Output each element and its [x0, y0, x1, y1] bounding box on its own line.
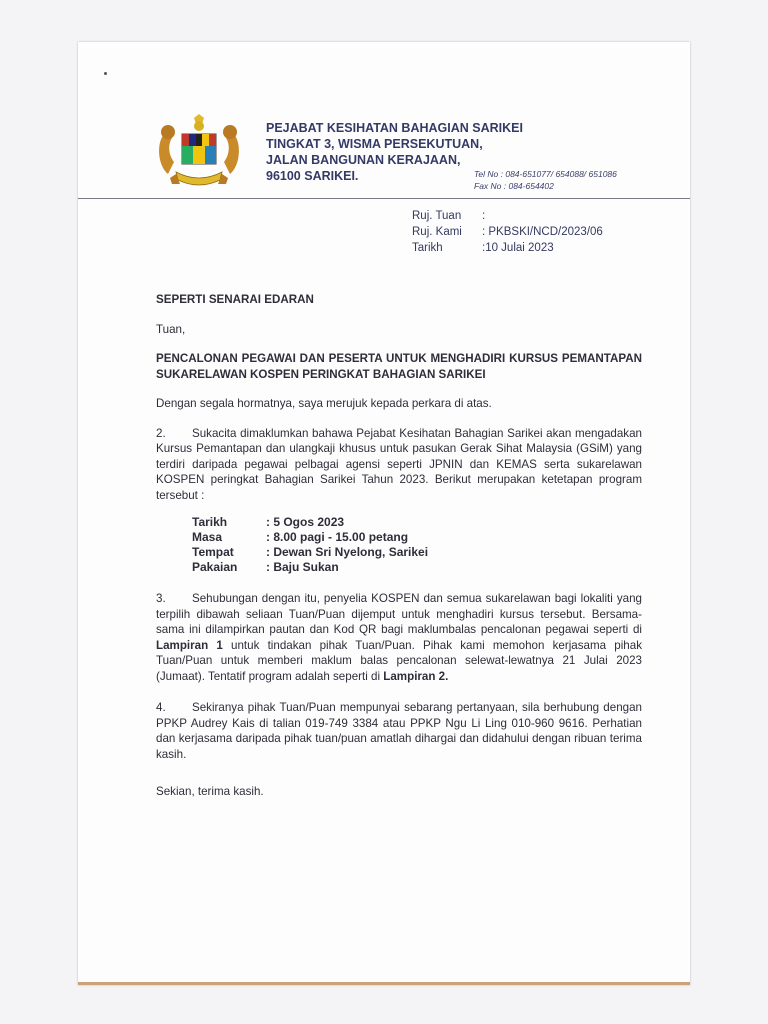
program-label: Tempat: [192, 545, 234, 559]
subject-heading: PENCALONAN PEGAWAI DAN PESERTA UNTUK MENGHADIRI KURSUS PEMANTAPAN SUKARELAWAN KOSPEN PERINGKAT BAHAGIAN SARIKEI: [156, 352, 642, 381]
program-value: : 5 Ogos 2023: [266, 515, 345, 529]
program-value: : Baju Sukan: [266, 560, 339, 574]
paragraph-number: 3.: [156, 592, 166, 605]
letter-body: [156, 292, 642, 800]
paragraph-3: [156, 591, 642, 684]
coat-of-arms-logo: [154, 114, 244, 196]
lampiran-1-ref: Lampiran 1: [156, 638, 223, 652]
paragraph-4-text: Sekiranya pihak Tuan/Puan mempunyai sebarang pertanyaan, sila berhubung dengan PPKP Audrey Kais di talian 019-749 3384 atau PPKP Ngu Li Ling 010-960 9616. Perhatian dan kerjasama daripada pihak tuan/puan amatlah dihargai dan didahului dengan ribuan terima kasih.: [156, 701, 642, 761]
paragraph-number: 2.: [156, 426, 166, 440]
program-value: : Dewan Sri Nyelong, Sarikei: [266, 545, 429, 559]
letterhead-line: 96100 SARIKEI.: [266, 169, 359, 183]
letter-page: [78, 42, 690, 985]
ruj-tuan-label: Ruj. Tuan: [412, 210, 462, 222]
reference-block: [412, 208, 603, 256]
closing-line: Sekian, terima kasih.: [156, 785, 264, 798]
paragraph-3-text: Sehubungan dengan itu, penyelia KOSPEN dan semua sukarelawan bagi lokaliti yang terpilih dibawah seliaan Tuan/Puan dijemput untuk menghadiri kursus tersebut. Bersama-sama ini dilampirkan pautan dan Kod QR bagi maklumbalas pencalonan pegawai seperti di: [156, 592, 642, 636]
paragraph-2-text: Sukacita dimaklumkan bahawa Pejabat Kesihatan Bahagian Sarikei akan mengadakan Kursus Pemantapan dan ulangkaji khusus untuk pasukan Gerak Sihat Malaysia (GSiM) yang terdiri daripada pegawai pelbagai agensi seperti JPNIN dan KEMAS serta sukarelawan KOSPEN peringkat Bahagian Sarikei Tahun 2023. Berikut merupakan ketetapan program tersebut :: [156, 426, 642, 502]
paragraph-4: [156, 700, 642, 762]
program-value: : 8.00 pagi - 15.00 petang: [266, 530, 409, 544]
tel-number: Tel No : 084-651077/ 654088/ 651086: [474, 169, 617, 179]
recipient: SEPERTI SENARAI EDARAN: [156, 293, 314, 306]
paragraph-3-text-cont: untuk tindakan pihak Tuan/Puan. Pihak kami memohon kerjasama pihak Tuan/Puan untuk memberi maklum balas pencalonan selewat-lewatnya 21 Julai 2023 (Jumaat). Tentatif program adalah seperti di: [156, 638, 642, 683]
tarikh-value: :10 Julai 2023: [482, 242, 554, 254]
ruj-kami-value: : PKBSKI/NCD/2023/06: [482, 226, 603, 238]
ink-speck: [104, 72, 107, 75]
ruj-kami-label: Ruj. Kami: [412, 226, 462, 238]
paragraph-2: [156, 426, 642, 504]
letterhead-line: PEJABAT KESIHATAN BAHAGIAN SARIKEI: [266, 121, 523, 135]
letterhead-contact: [474, 168, 617, 192]
fax-number: Fax No : 084-654402: [474, 181, 554, 191]
letterhead-line: TINGKAT 3, WISMA PERSEKUTUAN,: [266, 137, 483, 151]
lampiran-2-ref: Lampiran 2.: [383, 669, 449, 683]
letterhead-line: JALAN BANGUNAN KERAJAAN,: [266, 153, 461, 167]
salutation: Tuan,: [156, 322, 186, 336]
tarikh-label: Tarikh: [412, 242, 443, 254]
program-label: Masa: [192, 530, 223, 544]
opening-line: Dengan segala hormatnya, saya merujuk kepada perkara di atas.: [156, 397, 492, 410]
program-label: Pakaian: [192, 560, 238, 574]
program-details: [192, 515, 642, 575]
header-divider: [78, 198, 690, 199]
ruj-tuan-value: :: [482, 210, 486, 222]
program-label: Tarikh: [192, 515, 228, 529]
paragraph-number: 4.: [156, 701, 166, 714]
